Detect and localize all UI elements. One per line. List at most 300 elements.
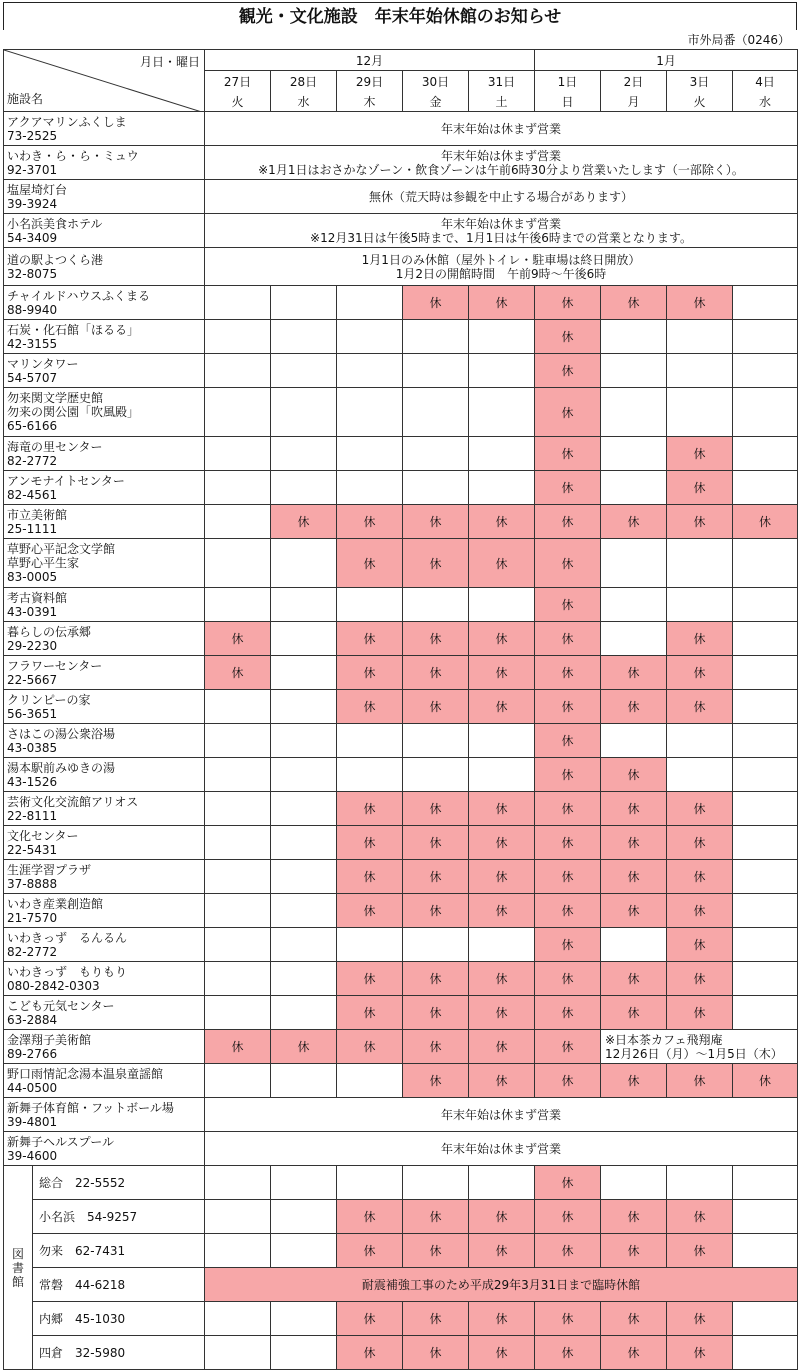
open-cell [403, 320, 469, 354]
open-cell [403, 758, 469, 792]
open-cell [205, 320, 271, 354]
facility-name [4, 180, 205, 214]
month-header-2: 1月 [535, 50, 798, 71]
facility-name [4, 996, 205, 1030]
closed-cell: 休 [337, 1030, 403, 1064]
facility-phone: 21-7570 [7, 910, 58, 925]
library-branch-name: 勿来 62-7431 [33, 1234, 205, 1268]
closed-cell: 休 [601, 1200, 667, 1234]
note-line: 年末年始は休まず営業 [441, 1141, 562, 1156]
weekday-header: 水 [271, 91, 337, 112]
facility-row [4, 758, 798, 792]
weekday-header: 水 [733, 91, 798, 112]
facility-name [4, 112, 205, 146]
closed-cell: 休 [535, 758, 601, 792]
facility-title: こども元気センター [7, 998, 115, 1013]
closed-cell: 休 [469, 656, 535, 690]
closed-cell: 休 [337, 1302, 403, 1336]
closed-cell: 休 [205, 656, 271, 690]
facility-name [4, 146, 205, 180]
closed-cell: 休 [535, 539, 601, 588]
closed-cell: 休 [667, 656, 733, 690]
closed-cell: 休 [667, 1064, 733, 1098]
facility-row [4, 214, 798, 248]
facility-phone: 54-5707 [7, 370, 58, 385]
facility-phone: 39-3924 [7, 196, 58, 211]
page-title: 観光・文化施設 年末年始休館のお知らせ [3, 2, 797, 30]
open-cell [469, 588, 535, 622]
open-cell [403, 354, 469, 388]
open-cell [205, 996, 271, 1030]
closed-cell: 休 [667, 286, 733, 320]
open-cell [205, 437, 271, 471]
facility-phone: 32-8075 [7, 266, 58, 281]
day-header: 30日 [403, 71, 469, 92]
facility-name [4, 1064, 205, 1098]
facility-title: 芸術文化交流館アリオス [7, 794, 139, 809]
facility-phone: 43-0385 [7, 740, 58, 755]
open-cell [403, 588, 469, 622]
closed-cell: 休 [469, 690, 535, 724]
facility-title: いわき・ら・ら・ミュウ [7, 148, 139, 163]
facility-phone: 65-6166 [7, 419, 58, 433]
facility-title: 市立美術館 [7, 507, 68, 522]
closed-cell: 休 [667, 1302, 733, 1336]
facility-title: 文化センター [7, 828, 79, 843]
facility-row [4, 860, 798, 894]
open-cell [733, 894, 798, 928]
closed-cell: 休 [337, 622, 403, 656]
open-cell [403, 471, 469, 505]
open-cell [205, 690, 271, 724]
facility-title: 新舞子体育館・フットボール場 [7, 1100, 174, 1115]
closed-cell: 休 [535, 588, 601, 622]
closed-cell: 休 [535, 471, 601, 505]
facility-row [4, 286, 798, 320]
note-line: ※日本茶カフェ飛翔庵 [605, 1032, 723, 1047]
facility-phone: 92-3701 [7, 162, 58, 177]
facility-name [4, 622, 205, 656]
facility-title: いわきっず るんるん [7, 930, 128, 945]
facility-title: フラワーセンター [7, 658, 103, 673]
closed-cell: 休 [403, 962, 469, 996]
closed-cell: 休 [337, 539, 403, 588]
facility-name [4, 894, 205, 928]
open-cell [733, 724, 798, 758]
closed-cell: 休 [337, 1200, 403, 1234]
open-cell [271, 826, 337, 860]
facility-row [4, 690, 798, 724]
open-cell [271, 758, 337, 792]
facility-title: アクアマリンふくしま [7, 114, 127, 129]
facility-row [4, 505, 798, 539]
open-cell [205, 1234, 271, 1268]
library-row [4, 1268, 798, 1302]
closed-cell: 休 [535, 320, 601, 354]
facility-name [4, 505, 205, 539]
note-line: 年末年始は休まず営業 [441, 121, 562, 136]
closed-cell: 休 [601, 792, 667, 826]
closed-cell: 休 [469, 539, 535, 588]
facility-note [205, 214, 798, 248]
facility-title: 生涯学習プラザ [7, 862, 92, 877]
open-cell [271, 1166, 337, 1200]
library-branch-name: 常磐 44-6218 [33, 1268, 205, 1302]
closed-cell: 休 [469, 1064, 535, 1098]
closed-cell: 休 [535, 1302, 601, 1336]
open-cell [469, 320, 535, 354]
open-cell [601, 928, 667, 962]
open-cell [205, 792, 271, 826]
note-line: 年末年始は休まず営業 [441, 1107, 562, 1122]
open-cell [733, 1336, 798, 1370]
closed-cell: 休 [403, 894, 469, 928]
open-cell [205, 588, 271, 622]
open-cell [733, 388, 798, 437]
facility-row [4, 1098, 798, 1132]
open-cell [271, 928, 337, 962]
facility-name [4, 758, 205, 792]
closed-cell: 休 [667, 1336, 733, 1370]
open-cell [271, 690, 337, 724]
open-cell [271, 388, 337, 437]
facility-title: チャイルドハウスふくまる [7, 288, 151, 303]
open-cell [469, 928, 535, 962]
corner-date-label: 月日・曜日 [139, 55, 200, 69]
closed-cell: 休 [337, 792, 403, 826]
facility-title: 新舞子ヘルスプール [7, 1134, 115, 1149]
open-cell [205, 539, 271, 588]
library-row [4, 1166, 798, 1200]
closed-cell: 休 [535, 690, 601, 724]
open-cell [271, 437, 337, 471]
open-cell [337, 588, 403, 622]
facility-row [4, 320, 798, 354]
open-cell [337, 928, 403, 962]
open-cell [337, 1064, 403, 1098]
facility-row [4, 1064, 798, 1098]
note-line: 1月1日のみ休館（屋外トイレ・駐車場は終日開放） [361, 252, 641, 267]
closed-cell: 休 [337, 1336, 403, 1370]
open-cell [733, 1166, 798, 1200]
facility-title: アンモナイトセンター [7, 473, 125, 488]
open-cell [469, 1166, 535, 1200]
closed-cell: 休 [469, 1030, 535, 1064]
closed-cell: 休 [469, 1200, 535, 1234]
closed-cell: 休 [403, 286, 469, 320]
open-cell [403, 724, 469, 758]
open-cell [271, 1064, 337, 1098]
day-header: 31日 [469, 71, 535, 92]
facility-note [205, 112, 798, 146]
facility-name [4, 690, 205, 724]
closed-cell: 休 [535, 724, 601, 758]
open-cell [271, 1302, 337, 1336]
open-cell [733, 1200, 798, 1234]
note-line: ※12月31日は午後5時まで、1月1日は午後6時までの営業となります。 [310, 230, 692, 245]
facility-phone: 22-5431 [7, 842, 58, 857]
open-cell [733, 928, 798, 962]
facility-name [4, 656, 205, 690]
facility-row [4, 996, 798, 1030]
facility-title: さはこの湯公衆浴場 [7, 726, 116, 741]
open-cell [205, 471, 271, 505]
facility-row [4, 792, 798, 826]
open-cell [271, 894, 337, 928]
closed-cell: 休 [667, 826, 733, 860]
open-cell [469, 437, 535, 471]
closed-cell: 休 [535, 996, 601, 1030]
area-code: 市外局番（0246） [687, 33, 790, 47]
open-cell [205, 505, 271, 539]
closed-cell: 休 [403, 860, 469, 894]
note-line: 12月26日（月）～1月5日（木） [605, 1046, 783, 1061]
facility-row [4, 112, 798, 146]
open-cell [667, 588, 733, 622]
closed-cell: 休 [271, 1030, 337, 1064]
facility-phone: 44-0500 [7, 1080, 58, 1095]
facility-phone: 39-4801 [7, 1114, 58, 1129]
open-cell [601, 1166, 667, 1200]
closed-cell: 休 [469, 622, 535, 656]
facility-name [4, 354, 205, 388]
facility-row [4, 388, 798, 437]
closed-cell: 休 [271, 505, 337, 539]
open-cell [205, 928, 271, 962]
closed-cell: 休 [469, 1234, 535, 1268]
facility-phone: 43-0391 [7, 604, 58, 619]
month-header-row [4, 50, 798, 71]
closed-cell: 休 [601, 656, 667, 690]
closed-cell: 休 [535, 826, 601, 860]
open-cell [733, 539, 798, 588]
closed-cell: 休 [403, 1302, 469, 1336]
facility-phone: 22-5667 [7, 672, 58, 687]
facility-name [4, 860, 205, 894]
open-cell [667, 320, 733, 354]
facility-name [4, 471, 205, 505]
open-cell [733, 656, 798, 690]
facility-note [205, 146, 798, 180]
open-cell [271, 471, 337, 505]
open-cell [271, 656, 337, 690]
closed-cell: 休 [601, 758, 667, 792]
weekday-header: 月 [601, 91, 667, 112]
closed-cell: 休 [535, 1064, 601, 1098]
facility-phone: 63-2884 [7, 1012, 58, 1027]
open-cell [667, 354, 733, 388]
closed-cell: 休 [535, 894, 601, 928]
open-cell [337, 354, 403, 388]
open-cell [601, 437, 667, 471]
header-corner [4, 50, 205, 112]
facility-title: 草野心平記念文学館 [7, 542, 116, 556]
facility-phone: 37-8888 [7, 876, 58, 891]
weekday-header: 日 [535, 91, 601, 112]
closed-cell: 休 [667, 860, 733, 894]
open-cell [271, 354, 337, 388]
closed-cell: 休 [601, 690, 667, 724]
facility-name [4, 928, 205, 962]
closed-cell: 休 [601, 1336, 667, 1370]
open-cell [271, 724, 337, 758]
facility-title: 金澤翔子美術館 [7, 1032, 92, 1047]
facility-title: 草野心平生家 [7, 556, 80, 570]
closed-cell: 休 [337, 826, 403, 860]
open-cell [733, 622, 798, 656]
open-cell [667, 724, 733, 758]
closed-cell: 休 [469, 826, 535, 860]
facility-note [205, 1098, 798, 1132]
facility-phone: 080-2842-0303 [7, 978, 100, 993]
closed-cell: 休 [601, 1234, 667, 1268]
open-cell [403, 1166, 469, 1200]
closed-cell: 休 [469, 894, 535, 928]
closed-cell: 休 [469, 1302, 535, 1336]
open-cell [601, 471, 667, 505]
weekday-header: 火 [205, 91, 271, 112]
facility-phone: 82-2772 [7, 453, 58, 468]
facility-row [4, 248, 798, 286]
open-cell [205, 962, 271, 996]
facility-phone: 29-2230 [7, 638, 58, 653]
facility-row [4, 962, 798, 996]
open-cell [271, 1336, 337, 1370]
facility-name [4, 320, 205, 354]
closed-cell: 休 [667, 1234, 733, 1268]
closed-cell: 休 [601, 996, 667, 1030]
library-label-char: 図 [11, 1246, 24, 1261]
closed-cell: 休 [535, 928, 601, 962]
open-cell [205, 1064, 271, 1098]
closed-cell: 休 [535, 622, 601, 656]
open-cell [337, 724, 403, 758]
facility-name [4, 1098, 205, 1132]
library-closure-note: 耐震補強工事のため平成29年3月31日まで臨時休館 [205, 1268, 798, 1302]
closed-cell: 休 [469, 286, 535, 320]
open-cell [733, 471, 798, 505]
facility-phone: 88-9940 [7, 302, 58, 317]
day-header: 4日 [733, 71, 798, 92]
closed-cell: 休 [535, 505, 601, 539]
library-row [4, 1302, 798, 1336]
facility-title: 勿来の関公園「吹風殿」 [7, 405, 140, 419]
open-cell [271, 860, 337, 894]
open-cell [205, 1166, 271, 1200]
closed-cell: 休 [535, 1166, 601, 1200]
facility-name [4, 724, 205, 758]
open-cell [601, 622, 667, 656]
closed-cell: 休 [403, 996, 469, 1030]
open-cell [337, 388, 403, 437]
closed-cell: 休 [535, 354, 601, 388]
closed-cell: 休 [403, 539, 469, 588]
open-cell [601, 539, 667, 588]
closed-cell: 休 [667, 690, 733, 724]
closed-cell: 休 [601, 894, 667, 928]
facility-name [4, 248, 205, 286]
facility-row [4, 1030, 798, 1064]
closed-cell: 休 [403, 1234, 469, 1268]
facility-name [4, 1030, 205, 1064]
facility-name [4, 539, 205, 588]
month-header-1: 12月 [205, 50, 535, 71]
closed-cell: 休 [667, 962, 733, 996]
closed-cell: 休 [601, 286, 667, 320]
closed-cell: 休 [337, 860, 403, 894]
facility-phone: 42-3155 [7, 336, 58, 351]
open-cell [205, 894, 271, 928]
open-cell [601, 354, 667, 388]
open-cell [205, 388, 271, 437]
open-cell [205, 354, 271, 388]
closed-cell: 休 [403, 1030, 469, 1064]
facility-phone: 83-0005 [7, 570, 58, 584]
note-line: 無休（荒天時は参観を中止する場合があります） [369, 189, 634, 204]
facility-row [4, 724, 798, 758]
note-line: 年末年始は休まず営業 [441, 216, 562, 231]
closed-cell: 休 [469, 792, 535, 826]
closed-cell: 休 [535, 860, 601, 894]
weekday-header: 木 [337, 91, 403, 112]
open-cell [601, 320, 667, 354]
closed-cell: 休 [403, 1200, 469, 1234]
open-cell [469, 471, 535, 505]
facility-phone: 82-4561 [7, 487, 58, 502]
open-cell [403, 437, 469, 471]
closed-cell: 休 [403, 690, 469, 724]
facility-phone: 89-2766 [7, 1046, 58, 1061]
facility-title: 道の駅よつくら港 [7, 252, 104, 267]
open-cell [667, 1166, 733, 1200]
facility-title: マリンタワー [7, 356, 79, 371]
closed-cell: 休 [601, 826, 667, 860]
library-row [4, 1336, 798, 1370]
open-cell [733, 437, 798, 471]
note-line: 年末年始は休まず営業 [441, 148, 562, 163]
closed-cell: 休 [535, 656, 601, 690]
open-cell [733, 758, 798, 792]
open-cell [337, 758, 403, 792]
facility-row [4, 146, 798, 180]
open-cell [733, 860, 798, 894]
facility-note [205, 248, 798, 286]
open-cell [271, 286, 337, 320]
closed-cell: 休 [667, 894, 733, 928]
closed-cell: 休 [733, 505, 798, 539]
facility-name [4, 286, 205, 320]
facility-title: 湯本駅前みゆきの湯 [7, 760, 116, 775]
open-cell [667, 539, 733, 588]
weekday-header: 火 [667, 91, 733, 112]
closed-cell: 休 [535, 388, 601, 437]
facility-title: 考古資料館 [7, 590, 68, 605]
facility-name [4, 962, 205, 996]
open-cell [601, 388, 667, 437]
closed-cell: 休 [403, 1064, 469, 1098]
library-row [4, 1200, 798, 1234]
note-line: 1月2日の開館時間 午前9時～午後6時 [395, 266, 607, 281]
facility-phone: 39-4600 [7, 1148, 58, 1163]
open-cell [733, 1234, 798, 1268]
closed-cell: 休 [337, 894, 403, 928]
open-cell [205, 826, 271, 860]
facility-name [4, 588, 205, 622]
open-cell [271, 792, 337, 826]
facility-name [4, 1132, 205, 1166]
facility-title: 石炭・化石館「ほるる」 [7, 322, 140, 337]
library-branch-name: 小名浜 54-9257 [33, 1200, 205, 1234]
